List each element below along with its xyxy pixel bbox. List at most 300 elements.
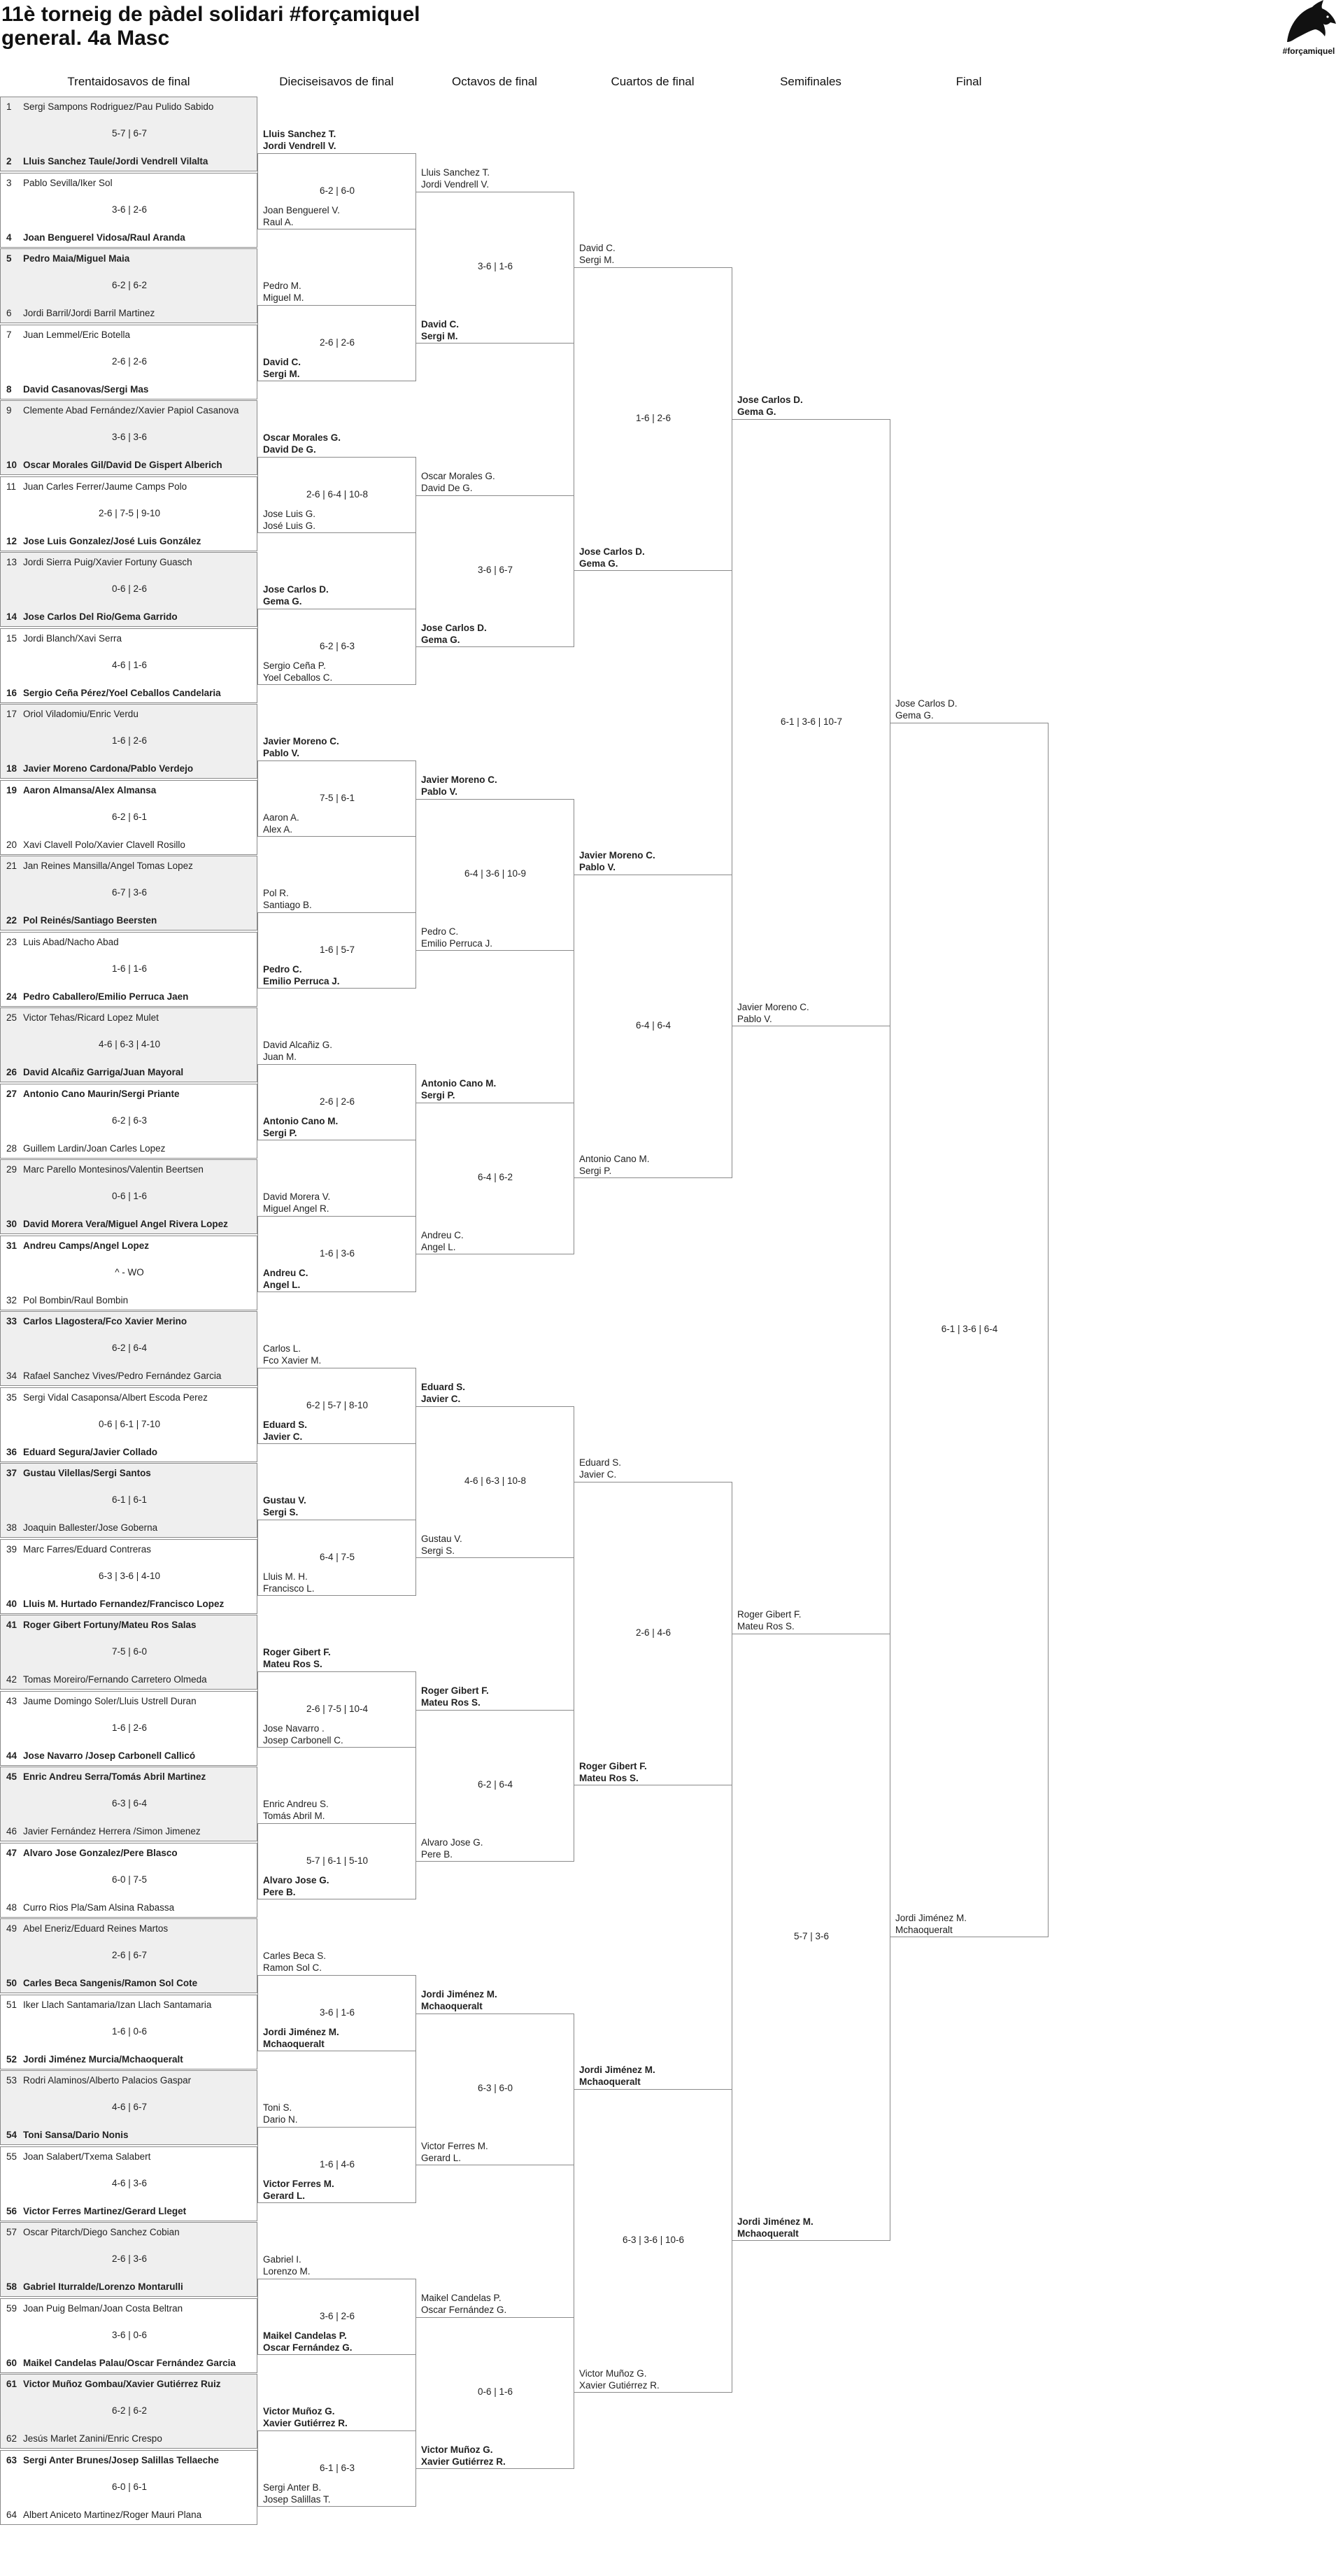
r32-match[interactable] bbox=[0, 476, 257, 551]
seed-number: 51 bbox=[6, 1999, 17, 2010]
seed-number: 25 bbox=[6, 1012, 17, 1023]
team-top bbox=[6, 785, 257, 795]
team-bottom bbox=[6, 611, 257, 622]
team-name: Antonio Cano Maurin/Sergi Priante bbox=[23, 1088, 180, 1099]
team-name: Victor Tehas/Ricard Lopez Mulet bbox=[23, 1012, 159, 1023]
match-score: 4-6 | 1-6 bbox=[111, 659, 148, 670]
player: Victor Ferres M. bbox=[421, 2140, 488, 2151]
team-name: Lluis Sanchez Taule/Jordi Vendrell Vilalta bbox=[23, 156, 208, 167]
team-name: Eduard Segura/Javier Collado bbox=[23, 1446, 158, 1457]
player: Sergi P. bbox=[263, 1127, 297, 1138]
seed-number: 35 bbox=[6, 1392, 17, 1403]
player: Alex A. bbox=[263, 823, 293, 835]
team-top bbox=[6, 1544, 257, 1555]
team-name: Rafael Sanchez Vives/Pedro Fernández Garcia bbox=[23, 1371, 222, 1381]
r5-team-top bbox=[737, 394, 803, 418]
player: Jose Navarro . bbox=[263, 1722, 325, 1734]
player: Emilio Perruca J. bbox=[263, 975, 340, 986]
team-bottom bbox=[6, 1143, 257, 1154]
r3-team-bottom bbox=[421, 1229, 464, 1253]
player: Mateu Ros S. bbox=[737, 1621, 795, 1632]
team-bottom bbox=[6, 2054, 257, 2065]
r32-match[interactable] bbox=[0, 856, 257, 930]
team-name: Curro Rios Pla/Sam Alsina Rabassa bbox=[23, 1902, 175, 1913]
seed-number: 20 bbox=[6, 839, 17, 850]
r32-match[interactable] bbox=[0, 552, 257, 627]
player: Gerard L. bbox=[263, 2190, 306, 2201]
player: Xavier Gutiérrez R. bbox=[421, 2456, 506, 2467]
team-bottom bbox=[6, 156, 257, 167]
r32-match[interactable] bbox=[0, 2222, 257, 2297]
seed-number: 7 bbox=[6, 329, 12, 340]
match-score: 1-6 | 2-6 bbox=[111, 735, 148, 746]
r32-match[interactable] bbox=[0, 704, 257, 779]
r4-team-top bbox=[579, 849, 655, 873]
seed-number: 6 bbox=[6, 308, 12, 318]
team-top bbox=[6, 1240, 257, 1251]
r2-team-bottom bbox=[263, 812, 299, 835]
player: Jordi Jiménez M. bbox=[579, 2065, 655, 2076]
r2-team-bottom bbox=[263, 1571, 315, 1594]
player: Javier Moreno C. bbox=[263, 736, 339, 747]
player: Raul A. bbox=[263, 216, 294, 227]
player: Jordi Vendrell V. bbox=[263, 141, 336, 152]
team-name: Guillem Lardin/Joan Carles Lopez bbox=[23, 1142, 166, 1154]
team-bottom bbox=[6, 1902, 257, 1913]
seed-number: 16 bbox=[6, 687, 17, 698]
team-name: Pablo Sevilla/Iker Sol bbox=[23, 177, 113, 188]
team-name: Sergio Ceña Pérez/Yoel Ceballos Candelaria bbox=[23, 687, 221, 698]
r3-team-bottom bbox=[421, 622, 487, 646]
team-name: Pedro Caballero/Emilio Perruca Jaen bbox=[23, 991, 189, 1002]
team-name: Joan Puig Belman/Joan Costa Beltran bbox=[23, 2302, 183, 2314]
team-bottom bbox=[6, 1826, 257, 1837]
match-score: 2-6 | 3-6 bbox=[111, 2253, 148, 2264]
team-name: Carlos Llagostera/Fco Xavier Merino bbox=[23, 1316, 187, 1326]
r5-match-score: 5-7 | 3-6 bbox=[793, 1931, 830, 1942]
team-top bbox=[6, 1620, 257, 1630]
seed-number: 49 bbox=[6, 1923, 17, 1934]
seed-number: 23 bbox=[6, 936, 17, 947]
match-score: 2-6 | 6-7 bbox=[111, 1950, 148, 1960]
player: Javier Moreno C. bbox=[421, 774, 497, 785]
team-name: Pol Bombin/Raul Bombin bbox=[23, 1294, 129, 1305]
team-name: David Casanovas/Sergi Mas bbox=[23, 383, 149, 395]
match-score: 0-6 | 2-6 bbox=[111, 583, 148, 594]
team-bottom bbox=[6, 308, 257, 318]
seed-number: 8 bbox=[6, 383, 12, 395]
team-bottom bbox=[6, 915, 257, 926]
r2-team-top bbox=[263, 1039, 332, 1063]
r4-match-score: 2-6 | 4-6 bbox=[635, 1627, 672, 1639]
player: Toni S. bbox=[263, 2102, 292, 2114]
r4-team-top bbox=[579, 242, 616, 266]
team-name: Pol Reinés/Santiago Beersten bbox=[23, 915, 157, 926]
team-name: Carles Beca Sangenis/Ramon Sol Cote bbox=[23, 1978, 198, 1988]
player: Roger Gibert F. bbox=[737, 1609, 802, 1620]
team-name: Victor Ferres Martinez/Gerard Lleget bbox=[23, 2205, 187, 2216]
match-score: 6-2 | 6-3 bbox=[111, 1114, 148, 1126]
r2-team-top bbox=[263, 2253, 311, 2277]
r4-match-score: 6-3 | 3-6 | 10-6 bbox=[622, 2235, 685, 2246]
team-bottom bbox=[6, 384, 257, 395]
player: Sergio Ceña P. bbox=[263, 660, 326, 671]
seed-number: 46 bbox=[6, 1826, 17, 1837]
team-top bbox=[6, 709, 257, 719]
seed-number: 50 bbox=[6, 1978, 17, 1988]
r3-team-top bbox=[421, 1077, 496, 1101]
team-name: Jordi Sierra Puig/Xavier Fortuny Guasch bbox=[23, 557, 192, 567]
team-name: Jose Carlos Del Rio/Gema Garrido bbox=[23, 611, 178, 622]
player: Lluis Sanchez T. bbox=[263, 129, 336, 140]
team-top bbox=[6, 1392, 257, 1403]
team-bottom bbox=[6, 2358, 257, 2368]
player: Pablo V. bbox=[263, 748, 300, 759]
r32-match[interactable] bbox=[0, 1463, 257, 1538]
r32-match[interactable] bbox=[0, 2070, 257, 2145]
r6-team-bottom bbox=[895, 1912, 967, 1936]
team-bottom bbox=[6, 1599, 257, 1609]
team-name: Oriol Viladomiu/Enric Verdu bbox=[23, 709, 138, 719]
r4-team-bottom bbox=[579, 1153, 650, 1177]
r32-match[interactable] bbox=[0, 932, 257, 1007]
r2-match-score: 6-1 | 6-3 bbox=[319, 2462, 355, 2473]
player: Andreu C. bbox=[263, 1267, 308, 1278]
r4-team-top bbox=[579, 2064, 655, 2088]
player: Mchaoqueralt bbox=[421, 2000, 483, 2011]
seed-number: 43 bbox=[6, 1695, 17, 1706]
r3-team-top bbox=[421, 774, 497, 798]
r2-match-score: 2-6 | 6-4 | 10-8 bbox=[306, 488, 369, 500]
match-score: 0-6 | 1-6 bbox=[111, 1191, 148, 1201]
player: Lluis Sanchez T. bbox=[421, 167, 490, 178]
r32-match[interactable] bbox=[0, 1236, 257, 1310]
team-name: Toni Sansa/Dario Nonis bbox=[23, 2130, 129, 2140]
match-score: 6-7 | 3-6 bbox=[111, 887, 148, 898]
player: Lorenzo M. bbox=[263, 2266, 311, 2277]
seed-number: 62 bbox=[6, 2433, 17, 2444]
r2-match-score: 2-6 | 2-6 bbox=[319, 1096, 355, 1107]
r2-team-top bbox=[263, 1191, 330, 1215]
r2-match-score: 3-6 | 1-6 bbox=[319, 2007, 355, 2018]
seed-number: 2 bbox=[6, 156, 12, 167]
column-header-r8: Octavos de final bbox=[452, 75, 537, 88]
match-score: 4-6 | 6-3 | 4-10 bbox=[98, 1039, 161, 1049]
r32-match[interactable] bbox=[0, 400, 257, 475]
team-name: Enric Andreu Serra/Tomás Abril Martinez bbox=[23, 1771, 206, 1782]
player: Dario N. bbox=[263, 2114, 298, 2125]
player: Oscar Fernández G. bbox=[263, 2342, 353, 2353]
team-name: Alvaro Jose Gonzalez/Pere Blasco bbox=[23, 1847, 178, 1858]
seed-number: 3 bbox=[6, 177, 12, 188]
player: Miguel Angel R. bbox=[263, 1203, 329, 1215]
r2-match-score: 7-5 | 6-1 bbox=[319, 792, 355, 803]
r32-match[interactable] bbox=[0, 780, 257, 855]
match-score: 3-6 | 2-6 bbox=[111, 204, 148, 215]
r2-team-top bbox=[263, 128, 336, 152]
team-bottom bbox=[6, 1295, 257, 1305]
player: Victor Ferres M. bbox=[263, 2178, 334, 2189]
player: Jordi Vendrell V. bbox=[421, 178, 490, 190]
seed-number: 4 bbox=[6, 232, 12, 243]
player: Eduard S. bbox=[263, 1419, 308, 1430]
r2-team-bottom bbox=[263, 2482, 331, 2505]
team-name: Albert Aniceto Martinez/Roger Mauri Plana bbox=[23, 2509, 202, 2520]
player: David Morera V. bbox=[263, 1191, 331, 1203]
r32-match[interactable] bbox=[0, 97, 257, 171]
r32-match[interactable] bbox=[0, 1995, 257, 2069]
match-score: 4-6 | 3-6 bbox=[111, 2177, 148, 2188]
r3-team-top bbox=[421, 1988, 497, 2012]
r32-match[interactable] bbox=[0, 173, 257, 248]
team-bottom bbox=[6, 2281, 257, 2292]
r32-match[interactable] bbox=[0, 1159, 257, 1234]
player: Jose Carlos D. bbox=[737, 395, 803, 406]
r32-match[interactable] bbox=[0, 2450, 257, 2525]
r32-match[interactable] bbox=[0, 325, 257, 399]
seed-number: 29 bbox=[6, 1164, 17, 1175]
team-bottom bbox=[6, 1067, 257, 1077]
r32-match[interactable] bbox=[0, 2374, 257, 2449]
seed-number: 63 bbox=[6, 2454, 17, 2465]
player: Fco Xavier M. bbox=[263, 1355, 322, 1366]
r2-match-score: 1-6 | 5-7 bbox=[319, 944, 355, 955]
match-score: 6-0 | 6-1 bbox=[111, 2481, 148, 2492]
r32-match[interactable] bbox=[0, 1084, 257, 1159]
team-top bbox=[6, 178, 257, 188]
player: Emilio Perruca J. bbox=[421, 937, 493, 949]
seed-number: 28 bbox=[6, 1142, 17, 1154]
player: Angel L. bbox=[263, 1279, 301, 1290]
r32-match[interactable] bbox=[0, 1007, 257, 1082]
r2-match-score: 6-4 | 7-5 bbox=[319, 1551, 355, 1562]
player: Enric Andreu S. bbox=[263, 1799, 329, 1810]
r3-match-score: 3-6 | 1-6 bbox=[477, 261, 513, 272]
team-name: Andreu Camps/Angel Lopez bbox=[23, 1240, 150, 1251]
team-top bbox=[6, 2379, 257, 2389]
team-top bbox=[6, 2151, 257, 2162]
r32-match[interactable] bbox=[0, 1843, 257, 1918]
r2-team-top bbox=[263, 2102, 298, 2125]
team-name: Iker Llach Santamaria/Izan Llach Santamaria bbox=[23, 1999, 212, 2010]
r32-match[interactable] bbox=[0, 1539, 257, 1614]
player: Victor Muñoz G. bbox=[579, 2368, 647, 2379]
r32-match[interactable] bbox=[0, 1691, 257, 1766]
r3-team-top bbox=[421, 1685, 489, 1708]
r32-match[interactable] bbox=[0, 1311, 257, 1386]
player: Sergi M. bbox=[421, 330, 458, 341]
seed-number: 22 bbox=[6, 915, 17, 926]
player: Mchaoqueralt bbox=[737, 2228, 799, 2239]
player: Jose Carlos D. bbox=[579, 546, 645, 558]
team-bottom bbox=[6, 688, 257, 698]
team-name: Jordi Jiménez Murcia/Mchaoqueralt bbox=[23, 2053, 183, 2065]
player: Jose Carlos D. bbox=[263, 584, 329, 595]
player: Sergi M. bbox=[263, 368, 300, 379]
r4-team-bottom bbox=[579, 1760, 647, 1784]
player: Ramon Sol C. bbox=[263, 1962, 322, 1974]
seed-number: 34 bbox=[6, 1371, 17, 1381]
player: Tomás Abril M. bbox=[263, 1811, 325, 1822]
player: Pere B. bbox=[263, 1886, 296, 1897]
player: Maikel Candelas P. bbox=[263, 2330, 347, 2341]
player: David Alcañiz G. bbox=[263, 1040, 333, 1051]
r2-match-score: 1-6 | 4-6 bbox=[319, 2158, 355, 2170]
r3-match-score: 4-6 | 6-3 | 10-8 bbox=[464, 1475, 527, 1487]
player: Alvaro Jose G. bbox=[421, 1837, 483, 1848]
player: Mateu Ros S. bbox=[579, 1773, 639, 1784]
r3-match-score: 6-4 | 3-6 | 10-9 bbox=[464, 868, 527, 879]
player: Joan Benguerel V. bbox=[263, 204, 340, 215]
r3-team-bottom bbox=[421, 926, 492, 949]
team-name: Sergi Sampons Rodriguez/Pau Pulido Sabido bbox=[23, 101, 214, 112]
match-score: 6-3 | 3-6 | 4-10 bbox=[98, 1570, 161, 1581]
r4-team-top bbox=[579, 1457, 621, 1480]
player: David C. bbox=[263, 356, 301, 367]
team-name: Roger Gibert Fortuny/Mateu Ros Salas bbox=[23, 1620, 197, 1630]
r3-team-bottom bbox=[421, 2140, 488, 2164]
column-header-sf: Semifinales bbox=[780, 75, 841, 88]
team-name: Joan Salabert/Txema Salabert bbox=[23, 2151, 151, 2162]
player: Josep Salillas T. bbox=[263, 2493, 331, 2505]
player: Sergi Anter B. bbox=[263, 2482, 322, 2493]
r2-match-score: 2-6 | 7-5 | 10-4 bbox=[306, 1703, 369, 1714]
seed-number: 10 bbox=[6, 460, 17, 470]
player: Sergi P. bbox=[579, 1166, 612, 1177]
player: Jordi Jiménez M. bbox=[421, 1988, 497, 2000]
player: Gema G. bbox=[737, 406, 776, 418]
team-name: Oscar Pitarch/Diego Sanchez Cobian bbox=[23, 2227, 180, 2237]
player: Gustau V. bbox=[263, 1495, 306, 1506]
player: Gema G. bbox=[895, 710, 934, 721]
r3-match-score: 0-6 | 1-6 bbox=[477, 2386, 513, 2398]
column-header-qf: Cuartos de final bbox=[611, 75, 695, 88]
r3-team-bottom bbox=[421, 1837, 483, 1860]
team-bottom bbox=[6, 1674, 257, 1685]
r32-match[interactable] bbox=[0, 2298, 257, 2373]
team-top bbox=[6, 633, 257, 644]
team-name: Javier Moreno Cardona/Pablo Verdejo bbox=[23, 763, 194, 774]
seed-number: 47 bbox=[6, 1847, 17, 1858]
player: Maikel Candelas P. bbox=[421, 2292, 502, 2303]
player: Roger Gibert F. bbox=[263, 1647, 331, 1658]
player: Javier Moreno C. bbox=[737, 1002, 809, 1013]
player: Victor Muñoz G. bbox=[263, 2406, 335, 2417]
r32-match[interactable] bbox=[0, 2146, 257, 2221]
player: Antonio Cano M. bbox=[263, 1115, 339, 1126]
r2-team-bottom bbox=[263, 2330, 353, 2354]
r32-match[interactable] bbox=[0, 628, 257, 703]
r5-team-bottom bbox=[737, 2216, 813, 2239]
r2-match-score: 6-2 | 6-0 bbox=[319, 185, 355, 196]
player: Roger Gibert F. bbox=[579, 1761, 647, 1772]
seed-number: 21 bbox=[6, 861, 17, 871]
player: Antonio Cano M. bbox=[421, 1077, 497, 1089]
seed-number: 17 bbox=[6, 709, 17, 719]
player: Angel L. bbox=[421, 1241, 456, 1252]
team-top bbox=[6, 253, 257, 264]
team-top bbox=[6, 405, 257, 416]
player: José Luis G. bbox=[263, 520, 316, 531]
player: Javier C. bbox=[579, 1469, 617, 1480]
team-bottom bbox=[6, 840, 257, 850]
seed-number: 42 bbox=[6, 1674, 17, 1685]
r32-match[interactable] bbox=[0, 1615, 257, 1690]
seed-number: 55 bbox=[6, 2151, 17, 2162]
player: Andreu C. bbox=[421, 1229, 464, 1240]
team-top bbox=[6, 1089, 257, 1099]
player: Gerard L. bbox=[421, 2152, 462, 2163]
column-header-final: Final bbox=[955, 75, 982, 88]
match-score: 6-1 | 6-1 bbox=[111, 1494, 148, 1505]
seed-number: 9 bbox=[6, 405, 12, 416]
team-top bbox=[6, 2227, 257, 2237]
player: Gema G. bbox=[421, 634, 460, 645]
r5-team-bottom bbox=[737, 1001, 809, 1025]
r32-match[interactable] bbox=[0, 1387, 257, 1462]
player: Xavier Gutiérrez R. bbox=[263, 2418, 348, 2429]
team-top bbox=[6, 2000, 257, 2010]
r3-match-score: 6-2 | 6-4 bbox=[477, 1779, 513, 1790]
r5-team-top bbox=[737, 1608, 802, 1632]
r2-match-score: 1-6 | 3-6 bbox=[319, 1247, 355, 1259]
match-score: 2-6 | 2-6 bbox=[111, 355, 148, 367]
r4-team-bottom bbox=[579, 546, 645, 569]
player: Josep Carbonell C. bbox=[263, 1734, 343, 1746]
player: Javier C. bbox=[263, 1431, 303, 1442]
player: Pedro C. bbox=[263, 963, 302, 975]
r6-team-top bbox=[895, 698, 958, 721]
player: Santiago B. bbox=[263, 900, 312, 911]
seed-number: 53 bbox=[6, 2075, 17, 2086]
seed-number: 64 bbox=[6, 2509, 17, 2520]
seed-number: 12 bbox=[6, 535, 17, 546]
team-name: Jordi Blanch/Xavi Serra bbox=[23, 632, 122, 644]
team-bottom bbox=[6, 763, 257, 774]
team-name: Lluis M. Hurtado Fernandez/Francisco Lopez bbox=[23, 1598, 225, 1609]
r32-match[interactable] bbox=[0, 248, 257, 323]
team-bottom bbox=[6, 1447, 257, 1457]
match-score: ^ - WO bbox=[115, 1266, 144, 1278]
team-top bbox=[6, 2455, 257, 2465]
r32-match[interactable] bbox=[0, 1767, 257, 1841]
team-name: Joan Benguerel Vidosa/Raul Aranda bbox=[23, 232, 185, 243]
player: Mchaoqueralt bbox=[579, 2076, 641, 2088]
r2-match-score: 3-6 | 2-6 bbox=[319, 2310, 355, 2321]
seed-number: 56 bbox=[6, 2205, 17, 2216]
r2-team-top bbox=[263, 887, 312, 911]
player: Juan M. bbox=[263, 1052, 297, 1063]
team-bottom bbox=[6, 2433, 257, 2444]
seed-number: 32 bbox=[6, 1294, 17, 1305]
team-name: Jose Navarro /Josep Carbonell Callicó bbox=[23, 1750, 196, 1761]
r2-team-bottom bbox=[263, 1419, 307, 1443]
team-top bbox=[6, 1468, 257, 1478]
seed-number: 26 bbox=[6, 1067, 17, 1077]
team-top bbox=[6, 937, 257, 947]
team-top bbox=[6, 557, 257, 567]
team-top bbox=[6, 1012, 257, 1023]
team-name: Oscar Morales Gil/David De Gispert Alberich bbox=[23, 460, 222, 470]
r32-match[interactable] bbox=[0, 1918, 257, 1993]
r2-team-bottom bbox=[263, 963, 340, 987]
seed-number: 60 bbox=[6, 2357, 17, 2368]
title-line-2: general. 4a Masc bbox=[1, 27, 170, 50]
seed-number: 27 bbox=[6, 1088, 17, 1099]
team-name: Gustau Vilellas/Sergi Santos bbox=[23, 1468, 151, 1478]
seed-number: 33 bbox=[6, 1316, 17, 1326]
player: David C. bbox=[421, 318, 460, 330]
